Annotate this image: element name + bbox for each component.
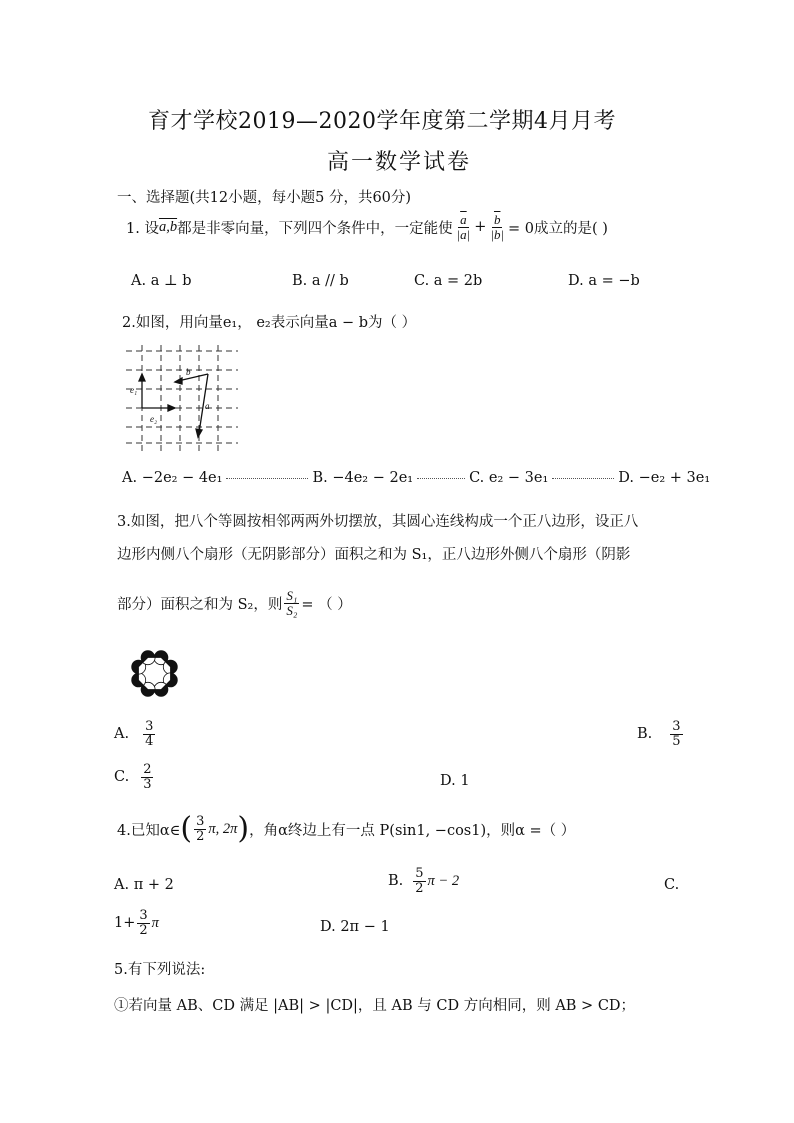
q2-options-row (122, 470, 710, 486)
q4-opt-c-num: 3 (139, 908, 148, 923)
q3-option-d: D. 1 (440, 773, 470, 789)
e2-arrowhead (168, 405, 175, 411)
q1-option-d: D. a = −b (568, 273, 640, 289)
e2-label: e₂ (150, 414, 158, 424)
question-4-stem (117, 811, 576, 846)
a-label: a (205, 401, 210, 411)
q2-grid-figure (120, 343, 244, 453)
q4-int-num: 3 (196, 813, 205, 829)
question-1-stem (126, 213, 608, 241)
q2-option-c: C. e₂ − 3e₁ (469, 470, 549, 486)
q4-opt-c-den: 2 (139, 922, 148, 938)
q1-frac2-num: $\overline{b}$ (493, 212, 501, 227)
q4-opt-c-fraction (137, 909, 149, 937)
q1-option-c: C. a = 2b (414, 273, 483, 289)
q4-left-paren: ( (180, 811, 193, 846)
q4-opt-b-num: 5 (415, 866, 424, 881)
leader-dots (417, 478, 465, 479)
q3-frac-num: S₁ (286, 588, 298, 603)
q3-opt-a-fraction (143, 720, 155, 748)
q1-stem-c: = 0成立的是( ) (508, 220, 608, 237)
q4-option-c-label: C. (664, 877, 680, 893)
exam-title: 育才学校2019—2020学年度第二学期4月月考 (148, 109, 616, 134)
q2-option-b: B. −4e₂ − 2e₁ (312, 470, 414, 486)
q4-option-a: A. π + 2 (114, 877, 174, 893)
q3-line-2: 边形内侧八个扇形（无阴影部分）面积之和为 S₁，正八边形外侧八个扇形（阴影 (117, 547, 631, 563)
q1-plus: + (474, 219, 487, 236)
q4-option-b (388, 867, 459, 895)
q4-option-c (114, 909, 159, 937)
q3-opt-c-label: C. (114, 769, 130, 786)
q4-stem-a: 4.已知α∈ (117, 822, 181, 839)
q1-option-b: B. a // b (292, 273, 349, 289)
q1-fraction-a (455, 213, 473, 241)
q1-option-a: A. a ⊥ b (131, 273, 192, 289)
grid-lines (126, 345, 238, 451)
q3-opt-a-num: 3 (145, 719, 154, 734)
q3-option-c (114, 763, 155, 791)
q4-interval-fraction (194, 815, 206, 843)
q1-stem-a: 1. 设 (126, 220, 159, 237)
q3-opt-a-den: 4 (145, 733, 154, 749)
q3-line-3b: = （ ） (301, 596, 352, 613)
q4-opt-b-tail: π − 2 (427, 872, 460, 889)
q4-stem-b: ，角α终边上有一点 P(sin1, −cos1)，则α =（ ） (249, 822, 576, 839)
b-arrowhead (175, 378, 182, 384)
q3-option-a (114, 720, 157, 748)
b-label: b (186, 367, 191, 377)
exam-subtitle: 高一数学试卷 (327, 150, 472, 175)
a-arrowhead (196, 429, 202, 437)
q4-opt-b-den: 2 (415, 880, 424, 896)
q4-opt-b-fraction (413, 867, 425, 895)
q3-opt-a-label: A. (114, 726, 130, 743)
q3-line-1: 3.如图，把八个等圆按相邻两两外切摆放，其圆心连线构成一个正八边形，设正八 (117, 514, 639, 530)
q1-fraction-b (488, 213, 506, 241)
q2-option-d: D. −e₂ + 3e₁ (618, 470, 711, 486)
q3-opt-c-fraction (141, 763, 153, 791)
q3-opt-b-den: 5 (672, 733, 681, 749)
q4-int-tail: π, 2π (208, 820, 238, 837)
q5-item-1: ①若向量 AB、CD 满足 |AB| > |CD|，且 AB 与 CD 方向相同，则 AB > CD； (114, 998, 636, 1014)
q3-line-3 (117, 589, 352, 617)
e1-label: e₁ (130, 385, 138, 395)
leader-dots (552, 478, 614, 479)
q3-opt-b-fraction (670, 720, 682, 748)
q1-stem-vars: a,b (158, 218, 178, 235)
q3-opt-c-num: 2 (143, 762, 152, 777)
q3-circles-figure (112, 640, 192, 712)
question-2-stem: 2.如图，用向量e₁， e₂表示向量a − b为（ ） (122, 315, 417, 331)
question-5-stem: 5.有下列说法: (114, 962, 206, 978)
q1-frac1-den: |a| (456, 226, 471, 242)
q4-opt-b-label: B. (388, 873, 404, 890)
q1-stem-b: 都是非零向量，下列四个条件中，一定能使 (177, 220, 453, 237)
q3-opt-b-label: B. (637, 726, 653, 743)
q4-opt-c-lead: 1+ (114, 915, 136, 932)
octagon-outline (139, 658, 171, 690)
q3-opt-c-den: 3 (143, 776, 152, 792)
q4-right-paren: ) (237, 811, 250, 846)
q2-option-a: A. −2e₂ − 4e₁ (122, 470, 223, 486)
q3-line-3a: 部分）面积之和为 S₂，则 (117, 596, 283, 613)
q4-opt-c-tail: π (151, 914, 159, 931)
q4-option-d: D. 2π − 1 (320, 919, 390, 935)
q3-ratio-fraction (284, 589, 299, 617)
e1-arrowhead (139, 374, 145, 381)
leader-dots (226, 478, 308, 479)
q4-int-den: 2 (196, 828, 205, 844)
section-heading: 一、选择题(共12小题，每小题5 分，共60分) (117, 190, 412, 206)
q3-opt-b-num: 3 (672, 719, 681, 734)
q1-frac1-num: $\overline{a}$ (460, 212, 467, 227)
q1-frac2-den: |b| (490, 226, 505, 242)
q3-option-b (637, 720, 685, 748)
q3-frac-den: S₂ (286, 602, 298, 618)
